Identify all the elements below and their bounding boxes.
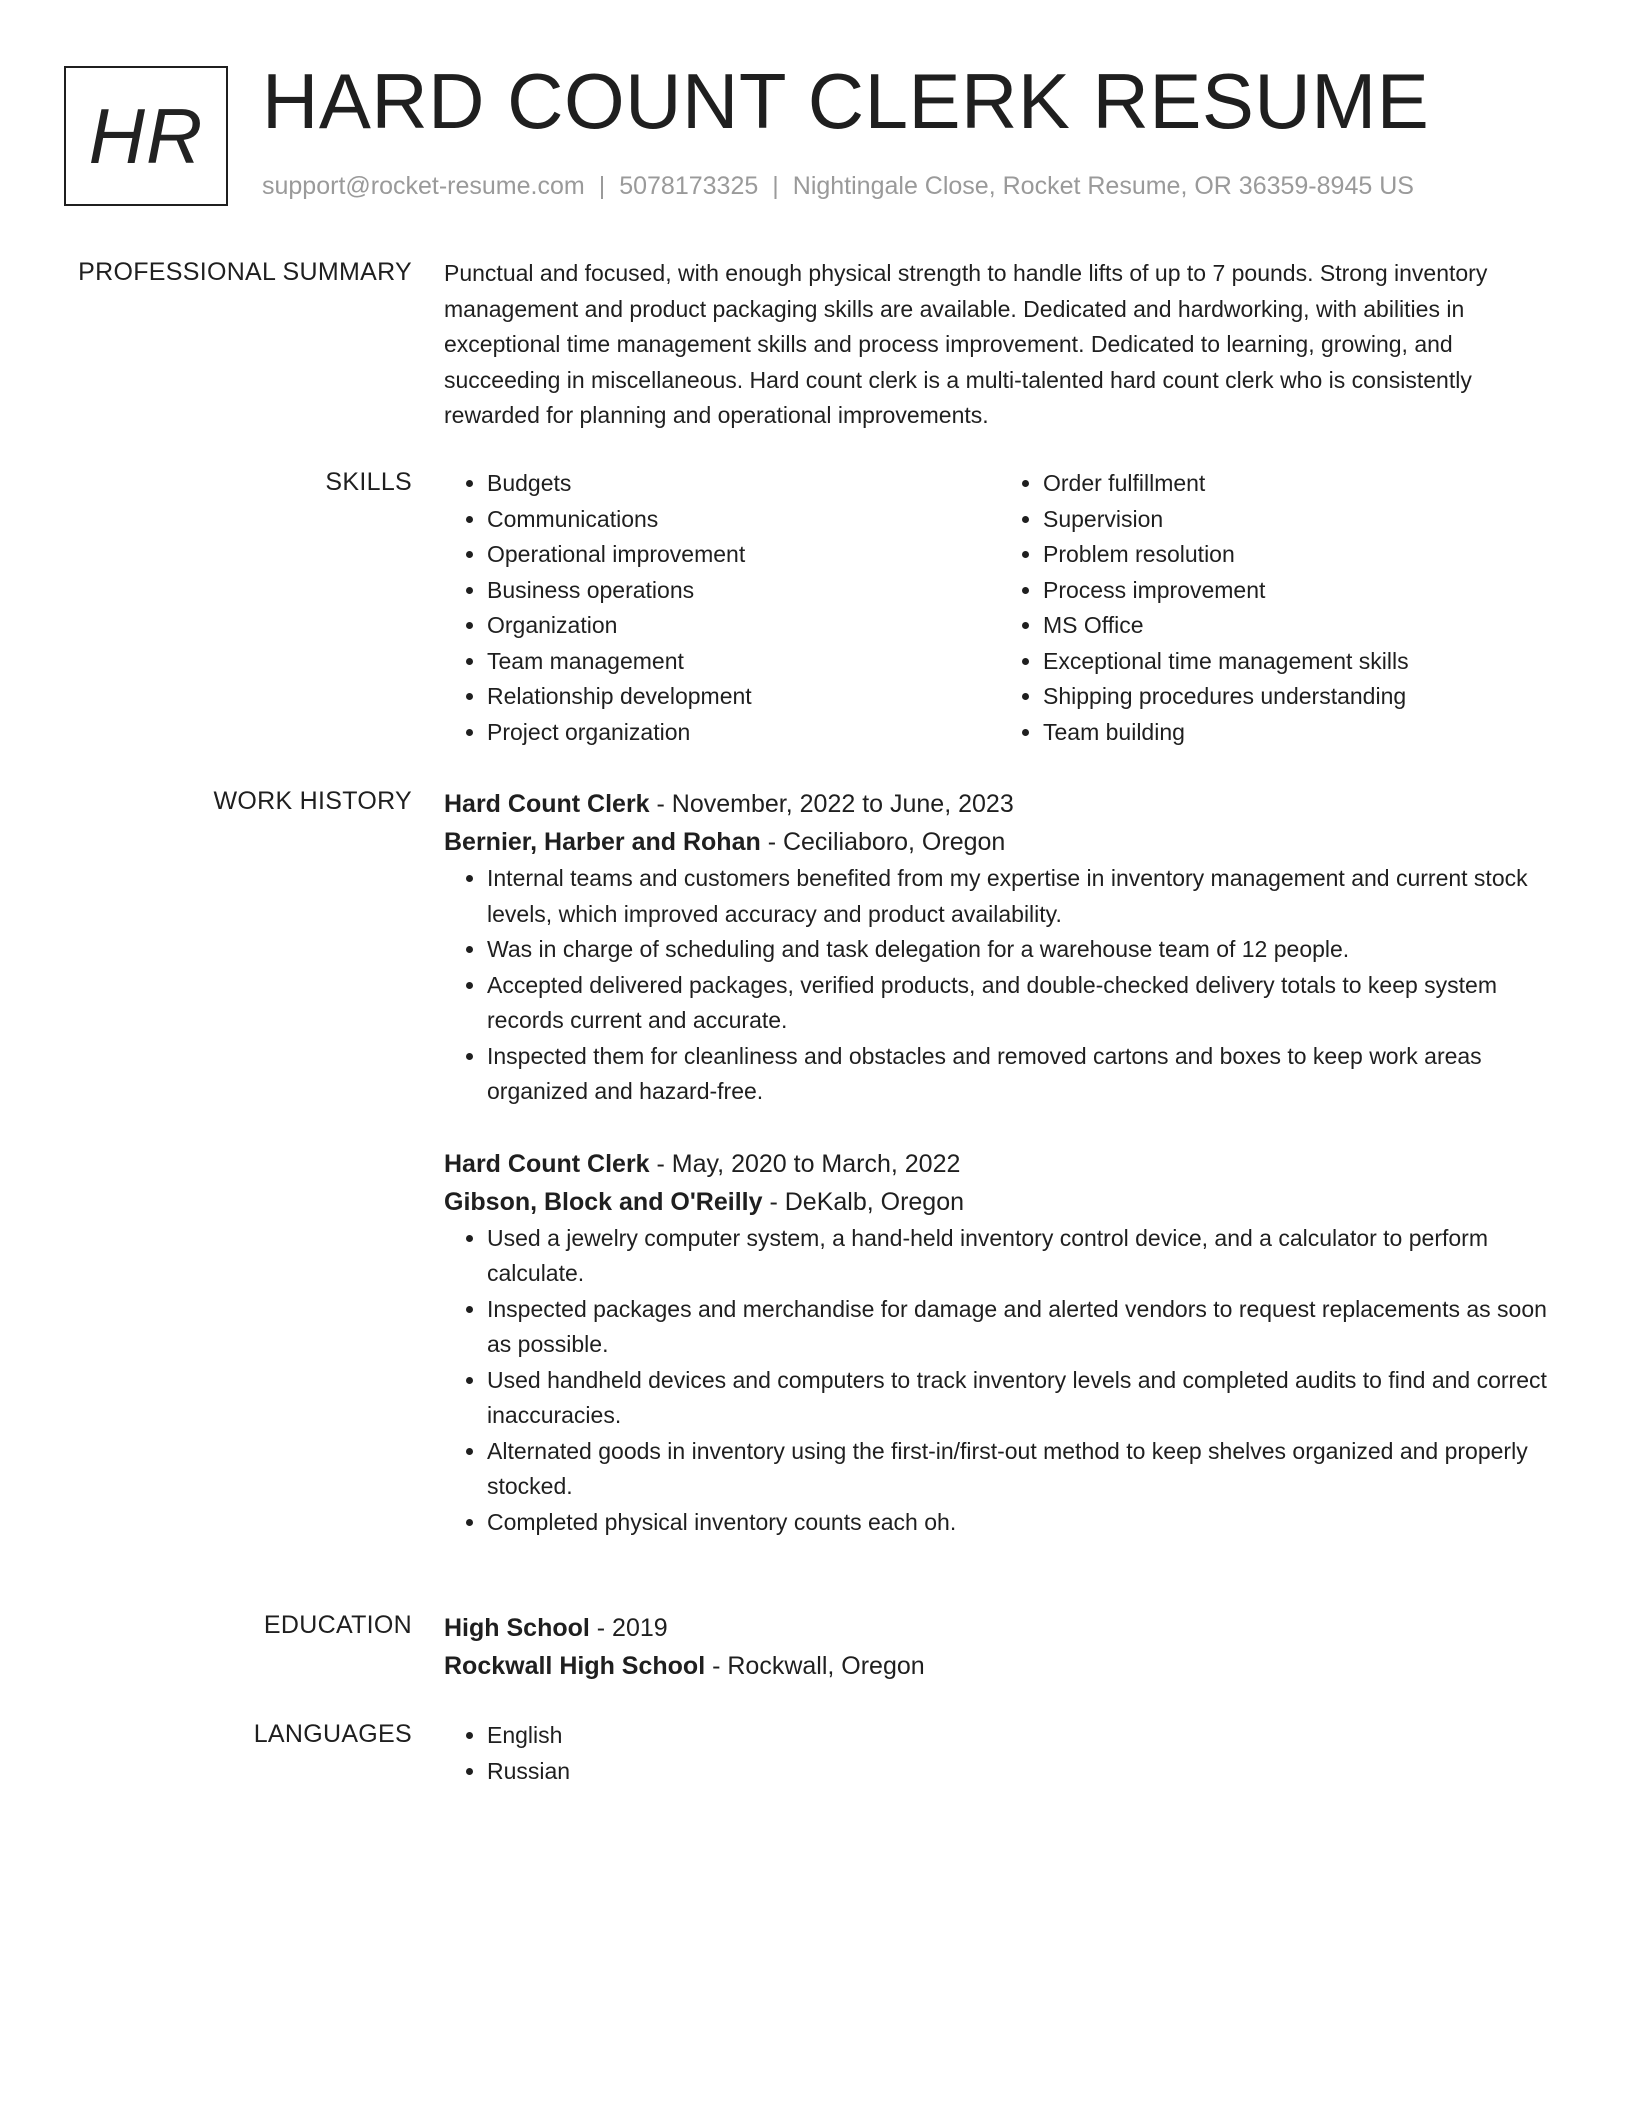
section-label-languages: LANGUAGES [253, 1720, 412, 1748]
languages-list [444, 1718, 1556, 1789]
contact-separator: | [772, 172, 779, 200]
contact-line [262, 172, 1414, 201]
employer-line [444, 1183, 1556, 1221]
section-label-skills: SKILLS [325, 468, 412, 496]
skill-item: • Organization [487, 608, 1000, 644]
skill-item: • Business operations [487, 573, 1000, 609]
employer-name: Gibson, Block and O'Reilly [444, 1187, 763, 1216]
skill-item: • Order fulfillment [1043, 466, 1556, 502]
job-duty: • Used a jewelry computer system, a hand-held inventory control device, and a calculator to perform calculate. [487, 1221, 1556, 1292]
school-location: - Rockwall, Oregon [705, 1652, 925, 1680]
skill-item: • Process improvement [1043, 573, 1556, 609]
school-name: Rockwall High School [444, 1652, 706, 1680]
skills-list-right [1000, 466, 1556, 750]
skills-list-left [444, 466, 1000, 750]
skill-item: • Shipping procedures understanding [1043, 679, 1556, 715]
monogram-logo [64, 66, 228, 206]
degree-name: High School [444, 1614, 590, 1642]
skill-item: • Communications [487, 502, 1000, 538]
graduation-year: - 2019 [589, 1614, 668, 1642]
section-label-summary: PROFESSIONAL SUMMARY [78, 258, 412, 286]
job-duty: • Inspected packages and merchandise for damage and alerted vendors to request replacements as soon as possible. [487, 1292, 1556, 1363]
job-dates: - November, 2022 to June, 2023 [649, 790, 1014, 818]
skill-item: • Team building [1043, 715, 1556, 751]
contact-separator: | [598, 172, 606, 200]
job-duty: • Was in charge of scheduling and task delegation for a warehouse team of 12 people. [487, 932, 1556, 968]
skill-item: • Team management [487, 644, 1000, 680]
skill-item: • Exceptional time management skills [1043, 644, 1556, 680]
skill-item: • Problem resolution [1043, 537, 1556, 573]
summary-text: Punctual and focused, with enough physical strength to handle lifts of up to 7 pounds. Strong inventory management and product packaging skills are available. Dedicated and hardworking, with abilities in exceptional time management skills and process improvement. Dedicated to learning, growing, and succeeding in miscellaneous. Hard count clerk is a multi-talented hard count clerk who is consistently rewarded for planning and operational improvements. [444, 260, 1488, 428]
job-duties-list [444, 1221, 1556, 1541]
education-body [444, 1609, 1556, 1685]
job-title-line [444, 785, 1556, 823]
job-title: Hard Count Clerk [444, 1149, 650, 1178]
job-duties-list [444, 861, 1556, 1110]
skill-item: • Relationship development [487, 679, 1000, 715]
job-duty: • Used handheld devices and computers to track inventory levels and completed audits to find and correct inaccuracies. [487, 1363, 1556, 1434]
contact-phone: 5078173325 [619, 172, 759, 200]
job-duty: • Inspected them for cleanliness and obstacles and removed cartons and boxes to keep work areas organized and hazard-free. [487, 1039, 1556, 1110]
employer-name: Bernier, Harber and Rohan [444, 828, 761, 856]
job-duty: • Alternated goods in inventory using the first-in/first-out method to keep shelves organized and properly stocked. [487, 1434, 1556, 1505]
contact-address: Nightingale Close, Rocket Resume, OR 36359-8945 US [792, 172, 1414, 200]
job-entry [444, 785, 1556, 1110]
skill-item: • MS Office [1043, 608, 1556, 644]
job-duty: • Internal teams and customers benefited from my expertise in inventory management and current stock levels, which improved accuracy and product availability. [487, 861, 1556, 932]
skill-item: • Project organization [487, 715, 1000, 751]
job-title-line [444, 1145, 1556, 1183]
employer-location: - DeKalb, Oregon [762, 1187, 965, 1216]
skill-item: • Budgets [487, 466, 1000, 502]
job-entry [444, 1145, 1556, 1541]
job-title: Hard Count Clerk [444, 790, 650, 818]
section-label-work: WORK HISTORY [213, 787, 412, 815]
school-line [444, 1647, 1556, 1685]
language-item: • Russian [487, 1754, 1556, 1790]
monogram-text: HR [88, 91, 204, 180]
work-history-body [444, 785, 1556, 1540]
job-duty: • Accepted delivered packages, verified products, and double-checked delivery totals to keep system records current and accurate. [487, 968, 1556, 1039]
employer-location: - Ceciliaboro, Oregon [760, 828, 1006, 856]
skill-item: • Supervision [1043, 502, 1556, 538]
resume-title: HARD COUNT CLERK RESUME [262, 57, 1430, 145]
skill-item: • Operational improvement [487, 537, 1000, 573]
job-duty: • Completed physical inventory counts each oh. [487, 1505, 1556, 1541]
contact-email: support@rocket-resume.com [262, 172, 585, 200]
section-label-education: EDUCATION [263, 1611, 412, 1639]
job-dates: - May, 2020 to March, 2022 [649, 1149, 961, 1178]
employer-line [444, 823, 1556, 861]
language-item: • English [487, 1718, 1556, 1754]
languages-body [444, 1718, 1556, 1789]
skills-body [444, 466, 1556, 750]
degree-line [444, 1609, 1556, 1647]
